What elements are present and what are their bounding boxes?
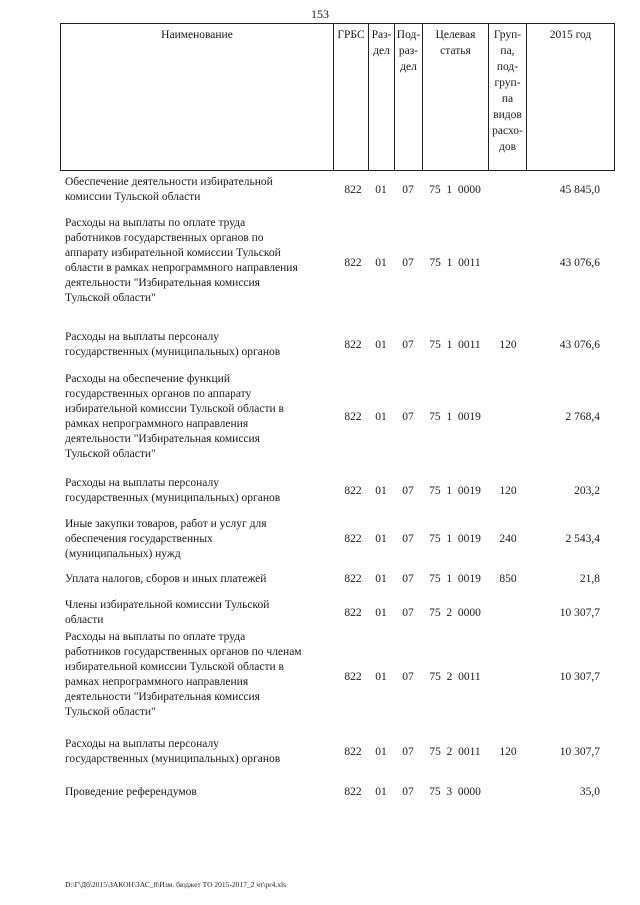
row-grbs: 822 bbox=[344, 257, 362, 269]
row-podrazdel: 07 bbox=[402, 746, 414, 758]
row-podrazdel: 07 bbox=[402, 671, 414, 683]
row-sum: 43 076,6 bbox=[559, 339, 600, 351]
row-sum: 2 543,4 bbox=[565, 533, 600, 545]
row-stat: 75 3 0000 bbox=[429, 786, 481, 798]
row-stat: 75 1 0019 bbox=[429, 485, 481, 497]
row-grbs: 822 bbox=[344, 671, 362, 683]
row-podrazdel: 07 bbox=[402, 786, 414, 798]
row-sum: 10 307,7 bbox=[559, 671, 600, 683]
row-sum: 2 768,4 bbox=[565, 411, 600, 423]
row-grbs: 822 bbox=[344, 786, 362, 798]
row-name: Иные закупки товаров, работ и услуг для обеспечения государственных (муниципальных) нужд bbox=[65, 518, 267, 560]
row-razdel: 01 bbox=[375, 671, 387, 683]
row-podrazdel: 07 bbox=[402, 411, 414, 423]
row-sum: 10 307,7 bbox=[559, 746, 600, 758]
row-name: Члены избирательной комиссии Тульской области bbox=[65, 599, 270, 626]
row-name: Расходы на выплаты персоналу государственных (муниципальных) органов bbox=[65, 738, 281, 765]
row-sum: 203,2 bbox=[574, 485, 600, 497]
row-razdel: 01 bbox=[375, 746, 387, 758]
row-stat: 75 1 0000 bbox=[429, 184, 481, 196]
row-grbs: 822 bbox=[344, 184, 362, 196]
row-grp: 850 bbox=[499, 573, 517, 585]
row-name: Расходы на выплаты по оплате труда работников государственных органов по аппарату избирательной комиссии Тульской области в рамках непрограммного направления деятельности "Избирательная комиссия Тульской области" bbox=[65, 217, 298, 304]
row-sum: 10 307,7 bbox=[559, 607, 600, 619]
row-stat: 75 2 0000 bbox=[429, 607, 481, 619]
page-number: 153 bbox=[311, 7, 329, 21]
row-grbs: 822 bbox=[344, 411, 362, 423]
row-stat: 75 2 0011 bbox=[429, 671, 481, 683]
header-year: 2015 год bbox=[549, 29, 592, 41]
row-podrazdel: 07 bbox=[402, 533, 414, 545]
row-stat: 75 1 0011 bbox=[429, 257, 481, 269]
row-sum: 43 076,6 bbox=[559, 257, 600, 269]
row-grp: 120 bbox=[499, 746, 517, 758]
header-name: Наименование bbox=[61, 24, 334, 170]
header-grbs: ГРБС bbox=[334, 24, 369, 170]
row-name: Проведение референдумов bbox=[65, 786, 197, 798]
row-razdel: 01 bbox=[375, 607, 387, 619]
row-name: Обеспечение деятельности избирательной комиссии Тульской области bbox=[65, 176, 273, 203]
header-stat: Целевая статья bbox=[423, 24, 489, 170]
row-podrazdel: 07 bbox=[402, 485, 414, 497]
row-name: Расходы на выплаты персоналу государственных (муниципальных) органов bbox=[65, 477, 281, 504]
table-header bbox=[60, 23, 615, 171]
row-name: Расходы на обеспечение функций государственных органов по аппарату избирательной комиссии Тульской области в рамках непрограммного направления деятельности "Избирательная комиссия Тульской области" bbox=[65, 373, 284, 460]
row-name: Расходы на выплаты по оплате труда работников государственных органов по членам избирательной комиссии Тульской области в рамках непрограммного направления деятельности "Избирательная комиссия Тульской области" bbox=[65, 631, 302, 718]
row-razdel: 01 bbox=[375, 485, 387, 497]
header-razdel: Раз- дел bbox=[369, 24, 395, 170]
row-razdel: 01 bbox=[375, 257, 387, 269]
row-sum: 35,0 bbox=[579, 786, 600, 798]
row-podrazdel: 07 bbox=[402, 257, 414, 269]
row-grp: 120 bbox=[499, 339, 517, 351]
row-grbs: 822 bbox=[344, 607, 362, 619]
row-podrazdel: 07 bbox=[402, 607, 414, 619]
row-name: Расходы на выплаты персоналу государственных (муниципальных) органов bbox=[65, 331, 281, 358]
row-razdel: 01 bbox=[375, 411, 387, 423]
row-grbs: 822 bbox=[344, 339, 362, 351]
row-razdel: 01 bbox=[375, 533, 387, 545]
row-podrazdel: 07 bbox=[402, 339, 414, 351]
row-sum: 45 845,0 bbox=[559, 184, 600, 196]
header-grp: Груп- па, под- груп- па видов расхо- дов bbox=[489, 24, 527, 170]
row-podrazdel: 07 bbox=[402, 573, 414, 585]
file-path-footer: D:\Г\Дб\2015\ЗАКОН\ЗАС_8\Изм. бюджет ТО 2015-2017_2 чт\pr4.xls bbox=[65, 880, 286, 889]
row-podrazdel: 07 bbox=[402, 184, 414, 196]
header-podrazdel: Под- раз- дел bbox=[395, 24, 423, 170]
row-razdel: 01 bbox=[375, 339, 387, 351]
row-stat: 75 2 0011 bbox=[429, 746, 481, 758]
row-grbs: 822 bbox=[344, 746, 362, 758]
row-stat: 75 1 0019 bbox=[429, 411, 481, 423]
row-razdel: 01 bbox=[375, 184, 387, 196]
row-name: Уплата налогов, сборов и иных платежей bbox=[65, 573, 267, 585]
row-razdel: 01 bbox=[375, 786, 387, 798]
row-grbs: 822 bbox=[344, 485, 362, 497]
row-grp: 240 bbox=[499, 533, 517, 545]
row-razdel: 01 bbox=[375, 573, 387, 585]
row-grbs: 822 bbox=[344, 533, 362, 545]
row-grbs: 822 bbox=[344, 573, 362, 585]
row-grp: 120 bbox=[499, 485, 517, 497]
row-stat: 75 1 0019 bbox=[429, 533, 481, 545]
row-stat: 75 1 0011 bbox=[429, 339, 481, 351]
row-stat: 75 1 0019 bbox=[429, 573, 481, 585]
row-sum: 21,8 bbox=[579, 573, 600, 585]
